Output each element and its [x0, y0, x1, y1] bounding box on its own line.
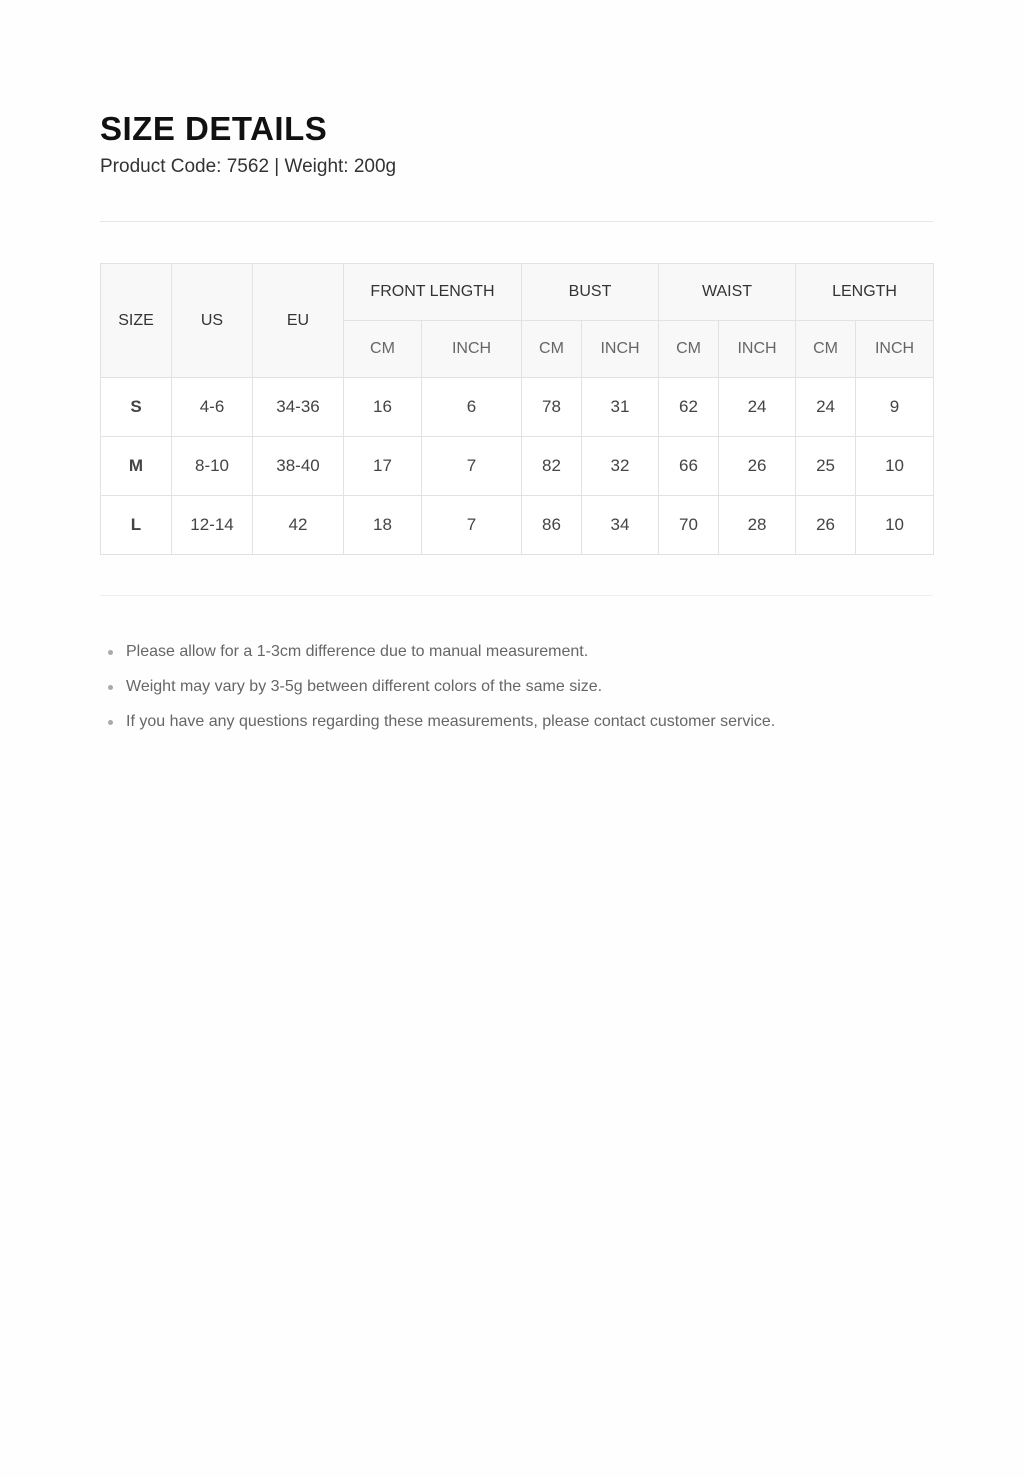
unit-header: INCH — [422, 321, 522, 378]
col-header-waist: WAIST — [659, 264, 796, 321]
unit-header: CM — [796, 321, 856, 378]
table-cell: 17 — [344, 437, 422, 496]
table-header-row — [101, 264, 934, 321]
table-cell: 66 — [659, 437, 719, 496]
page-title: SIZE DETAILS — [100, 110, 328, 147]
col-header-front-length: FRONT LENGTH — [344, 264, 522, 321]
table-row — [101, 378, 934, 437]
top-divider — [100, 221, 933, 222]
unit-header: INCH — [582, 321, 659, 378]
table-cell: 62 — [659, 378, 719, 437]
size-label: S — [101, 378, 172, 437]
table-cell: 10 — [856, 437, 934, 496]
table-cell: 24 — [719, 378, 796, 437]
col-header-us: US — [172, 264, 253, 378]
measurement-notes — [100, 640, 933, 745]
unit-header: CM — [522, 321, 582, 378]
unit-header: INCH — [719, 321, 796, 378]
table-cell: 24 — [796, 378, 856, 437]
note-text: Weight may vary by 3-5g between different colors of the same size. — [126, 678, 603, 695]
table-cell: 28 — [719, 496, 796, 555]
table-cell: 82 — [522, 437, 582, 496]
list-item — [100, 640, 933, 675]
size-label: M — [101, 437, 172, 496]
size-chart-table — [100, 263, 934, 555]
bullet-icon — [108, 720, 113, 725]
bullet-icon — [108, 685, 113, 690]
product-info: Product Code: 7562 | Weight: 200g — [100, 156, 397, 177]
unit-header: CM — [659, 321, 719, 378]
col-header-size: SIZE — [101, 264, 172, 378]
table-cell: 34-36 — [253, 378, 344, 437]
table-cell: 78 — [522, 378, 582, 437]
note-text: If you have any questions regarding these measurements, please contact customer service. — [126, 713, 776, 730]
table-cell: 86 — [522, 496, 582, 555]
table-row — [101, 496, 934, 555]
table-cell: 7 — [422, 437, 522, 496]
table-cell: 12-14 — [172, 496, 253, 555]
table-cell: 70 — [659, 496, 719, 555]
table-cell: 9 — [856, 378, 934, 437]
table-cell: 6 — [422, 378, 522, 437]
col-header-eu: EU — [253, 264, 344, 378]
table-cell: 38-40 — [253, 437, 344, 496]
list-item — [100, 675, 933, 710]
table-cell: 31 — [582, 378, 659, 437]
table-cell: 25 — [796, 437, 856, 496]
unit-header: CM — [344, 321, 422, 378]
table-row — [101, 437, 934, 496]
table-cell: 26 — [719, 437, 796, 496]
unit-header: INCH — [856, 321, 934, 378]
table-cell: 8-10 — [172, 437, 253, 496]
table-cell: 34 — [582, 496, 659, 555]
table-cell: 32 — [582, 437, 659, 496]
table-cell: 4-6 — [172, 378, 253, 437]
size-label: L — [101, 496, 172, 555]
table-cell: 18 — [344, 496, 422, 555]
table-cell: 7 — [422, 496, 522, 555]
col-header-bust: BUST — [522, 264, 659, 321]
table-cell: 16 — [344, 378, 422, 437]
col-header-length: LENGTH — [796, 264, 934, 321]
table-cell: 26 — [796, 496, 856, 555]
note-text: Please allow for a 1-3cm difference due to manual measurement. — [126, 643, 589, 660]
list-item — [100, 710, 933, 745]
table-cell: 10 — [856, 496, 934, 555]
bullet-icon — [108, 650, 113, 655]
bottom-divider — [100, 595, 933, 596]
table-cell: 42 — [253, 496, 344, 555]
